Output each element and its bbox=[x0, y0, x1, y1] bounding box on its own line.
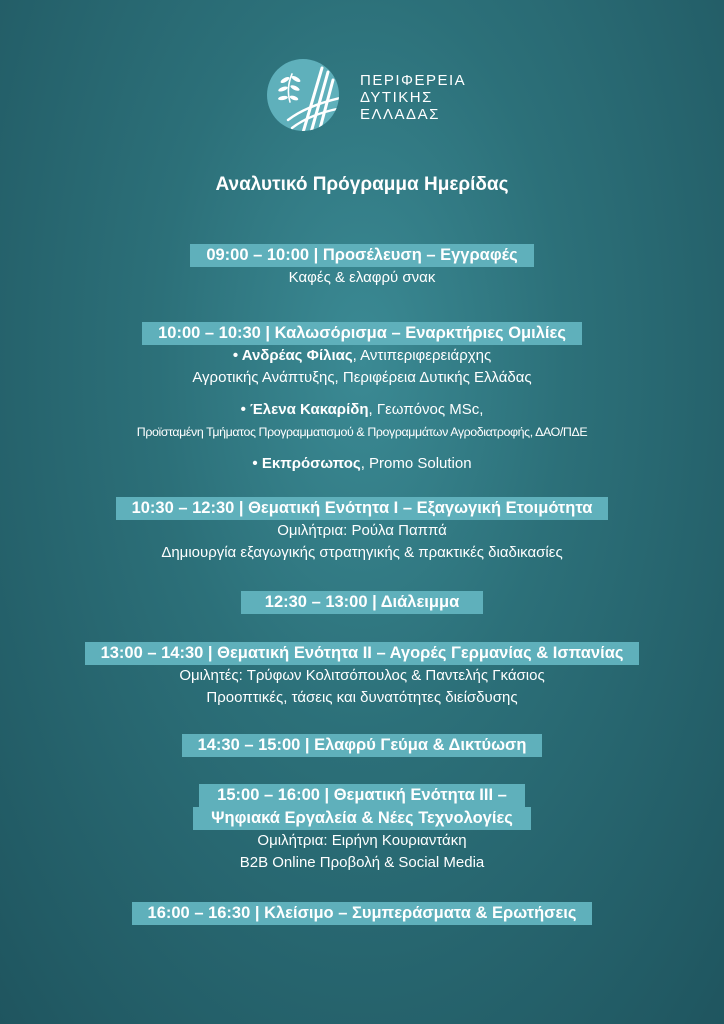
speaker-2-name: • Έλενα Κακαρίδη bbox=[240, 401, 369, 418]
speaker-1-role-cont: Αγροτικής Ανάπτυξης, Περιφέρεια Δυτικής Ελλάδας bbox=[192, 369, 532, 386]
speaker-1 bbox=[0, 345, 724, 367]
schedule-item-lunch bbox=[0, 734, 724, 757]
schedule-item-break bbox=[0, 591, 724, 614]
schedule-item-session-3 bbox=[0, 784, 724, 874]
session-header-line1: 15:00 – 16:00 | Θεματική Ενότητα ΙΙΙ – bbox=[199, 784, 525, 807]
session-header: 13:00 – 14:30 | Θεματική Ενότητα ΙΙ – Αγορές Γερμανίας & Ισπανίας bbox=[85, 642, 640, 665]
schedule-item-arrival bbox=[0, 244, 724, 289]
schedule-item-welcome bbox=[0, 322, 724, 475]
speaker-1-role: , Αντιπεριφερειάρχης bbox=[352, 347, 492, 364]
session-header: 10:00 – 10:30 | Καλωσόρισμα – Εναρκτήριες Ομιλίες bbox=[142, 322, 582, 345]
session-header: 10:30 – 12:30 | Θεματική Ενότητα Ι – Εξαγωγική Ετοιμότητα bbox=[116, 497, 609, 520]
session-topic: Δημιουργία εξαγωγικής στρατηγικής & πρακτικές διαδικασίες bbox=[161, 544, 563, 561]
schedule bbox=[0, 244, 724, 925]
speaker-2-role-cont: Προϊσταμένη Τμήματος Προγραμματισμού & Προγραμμάτων Αγροδιατροφής, ΔΑΟ/ΠΔΕ bbox=[136, 425, 588, 439]
organization-logo bbox=[266, 58, 466, 138]
org-name-line3: ΕΛΛΑΔΑΣ bbox=[360, 106, 440, 123]
speaker-2 bbox=[0, 399, 724, 421]
session-header: 12:30 – 13:00 | Διάλειμμα bbox=[241, 591, 483, 614]
page-title: Αναλυτικό Πρόγραμμα Ημερίδας bbox=[215, 174, 509, 195]
session-header: 09:00 – 10:00 | Προσέλευση – Εγγραφές bbox=[190, 244, 533, 267]
session-topic: B2B Online Προβολή & Social Media bbox=[239, 854, 485, 871]
speaker-3 bbox=[0, 453, 724, 475]
session-header: 14:30 – 15:00 | Ελαφρύ Γεύμα & Δικτύωση bbox=[182, 734, 543, 757]
session-speaker: Ομιλήτρια: Ρούλα Παππά bbox=[277, 522, 447, 539]
speaker-3-role: , Promo Solution bbox=[360, 455, 472, 472]
session-speakers: Ομιλητές: Τρύφων Κολιτσόπουλος & Παντελής Γκάσιος bbox=[179, 667, 545, 684]
session-speaker: Ομιλήτρια: Ειρήνη Κουριαντάκη bbox=[257, 832, 467, 849]
org-name-line1: ΠΕΡΙΦΕΡΕΙΑ bbox=[360, 72, 467, 89]
session-header: 16:00 – 16:30 | Κλείσιμο – Συμπεράσματα & Ερωτήσεις bbox=[132, 902, 593, 925]
speaker-3-name: • Εκπρόσωπος bbox=[252, 455, 361, 472]
session-topic: Προοπτικές, τάσεις και δυνατότητες διείσδυσης bbox=[206, 689, 518, 706]
org-name-line2: ΔΥΤΙΚΗΣ bbox=[360, 89, 433, 106]
speaker-1-name: • Ανδρέας Φίλιας bbox=[232, 347, 353, 364]
schedule-item-session-2 bbox=[0, 642, 724, 709]
olive-branch-logo-icon bbox=[266, 58, 340, 132]
organization-name bbox=[360, 72, 466, 123]
session-description: Καφές & ελαφρύ σνακ bbox=[288, 269, 436, 286]
speaker-2-role: , Γεωπόνος MSc, bbox=[368, 401, 484, 418]
schedule-item-session-1 bbox=[0, 497, 724, 564]
schedule-item-closing bbox=[0, 902, 724, 925]
session-header-line2: Ψηφιακά Εργαλεία & Νέες Τεχνολογίες bbox=[193, 807, 531, 830]
